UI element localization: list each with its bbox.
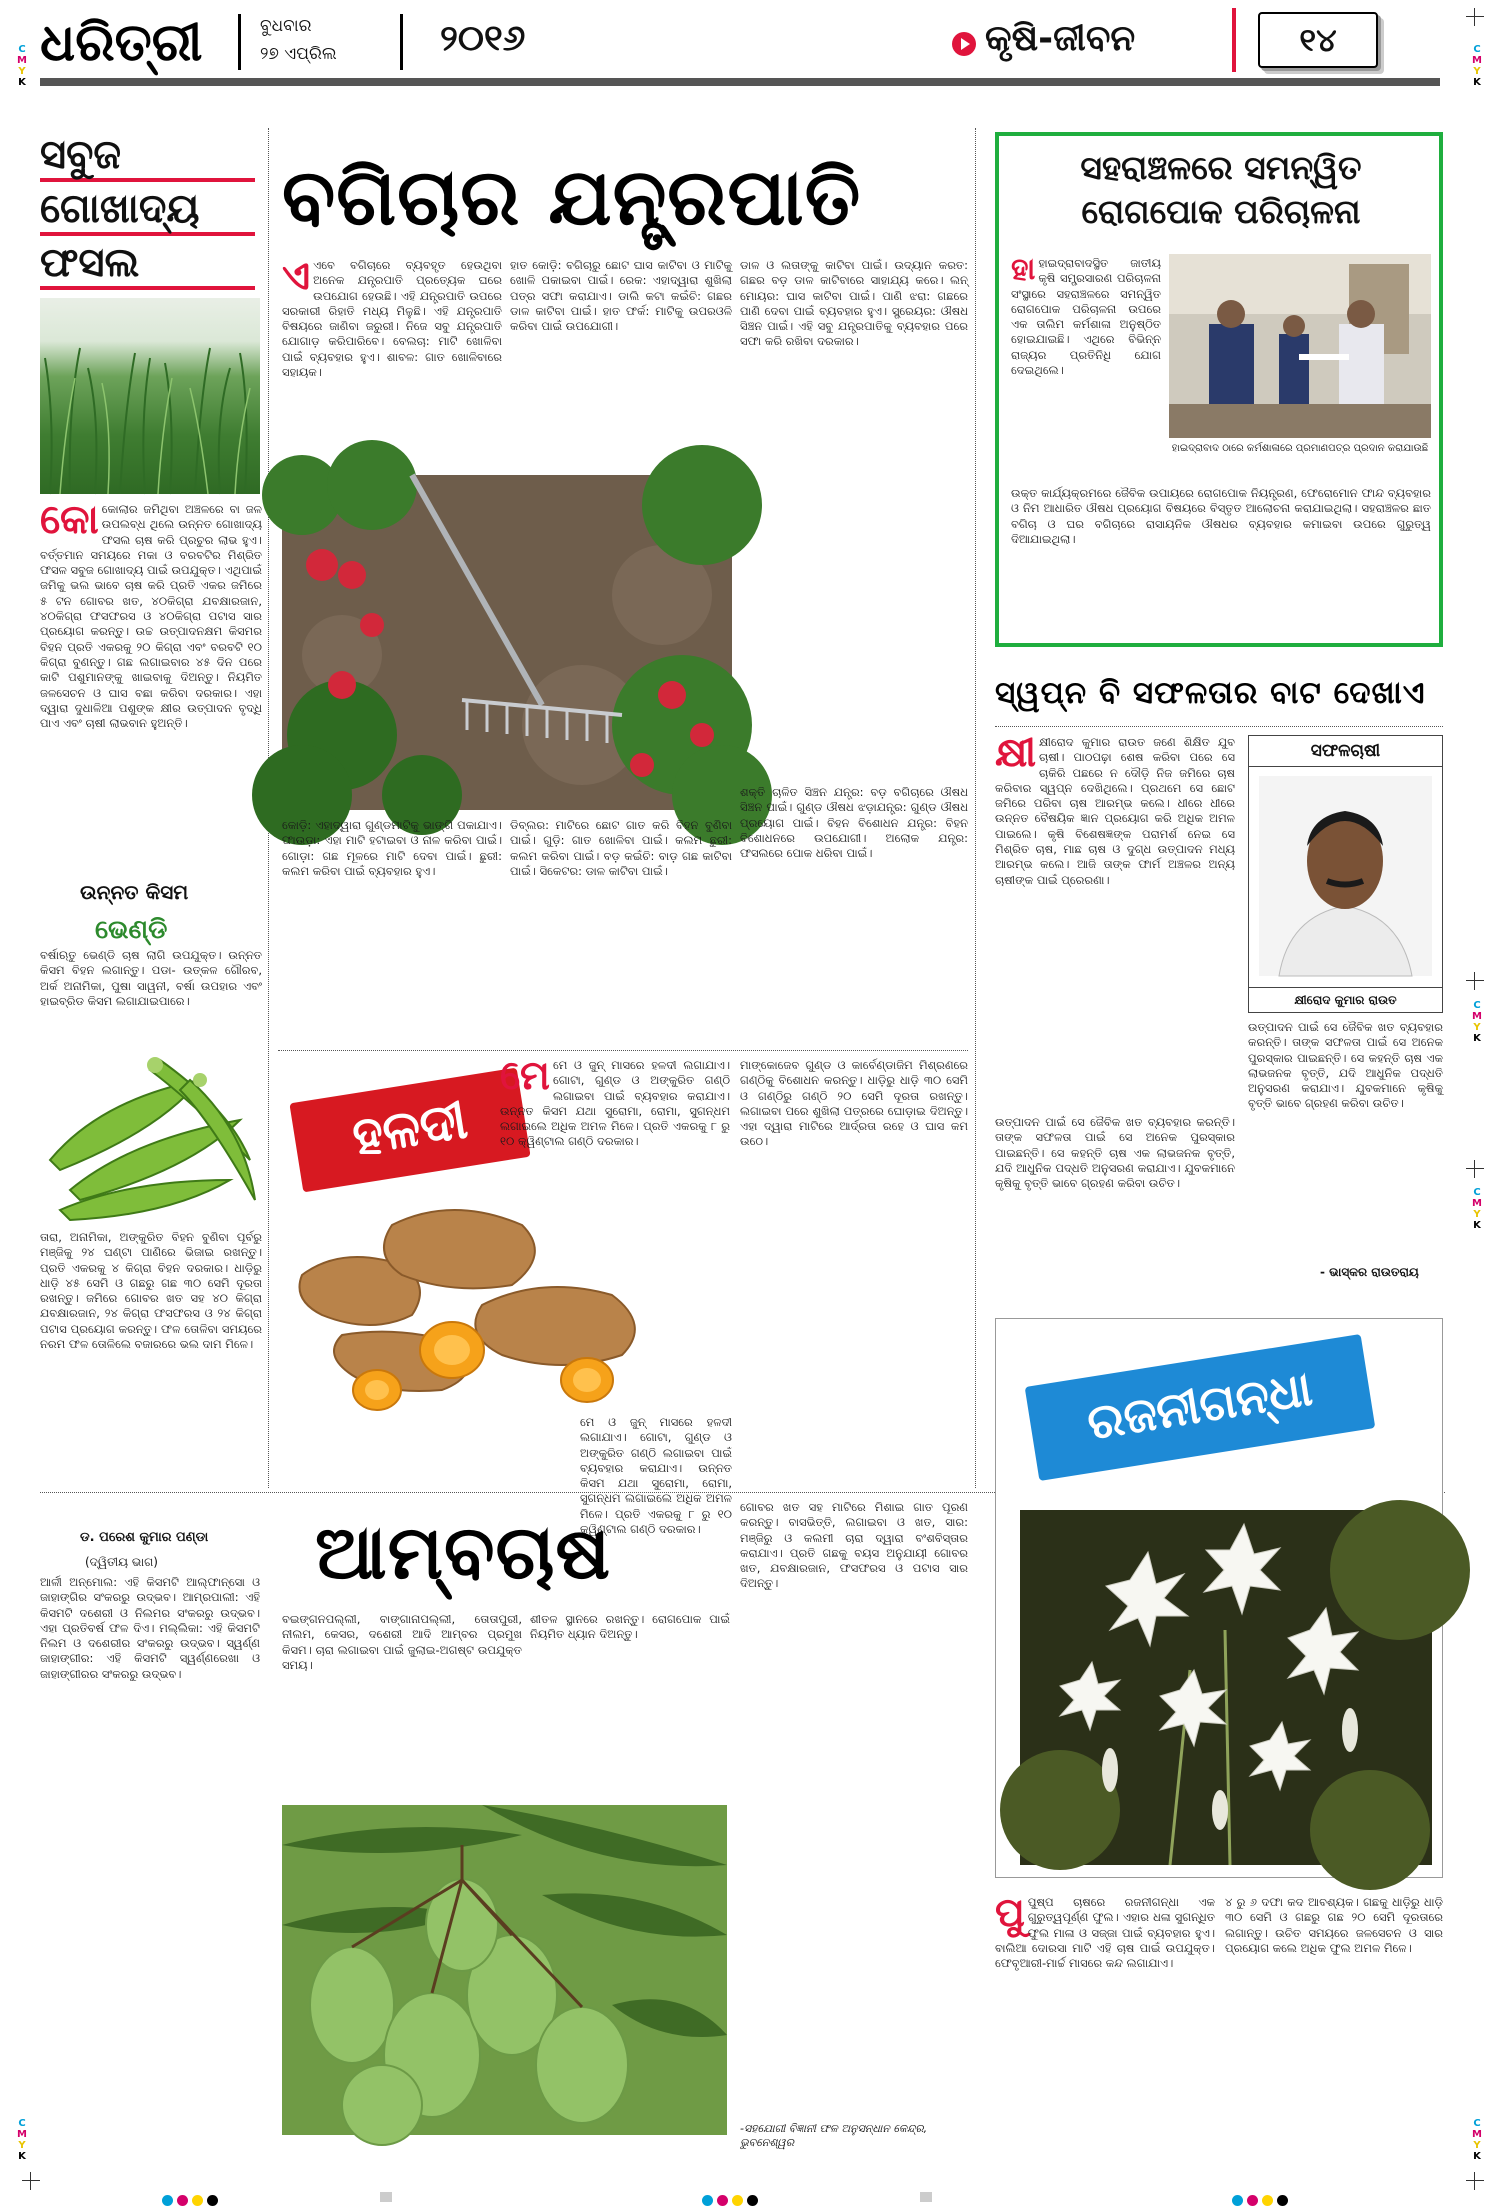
- bagicha-col1: [282, 253, 502, 466]
- masthead: [40, 8, 1440, 86]
- amba-col2: ବଇଙ୍ଗନପଲ୍ଲୀ, ବାଙ୍ଗାନାପଲ୍ଲୀ, ତୋତାପୁରୀ, ନୀଲମ, କେସର, ଦଶେରୀ ଆଦି ଆମ୍ବର ପ୍ରମୁଖ କିସମ। ଚାରା ଲଗାଇବା ପାଇଁ ଜୁଲାଇ-ଅଗଷ୍ଟ ଉପଯୁକ୍ତ ସମୟ।: [282, 1612, 522, 1672]
- fodder-crop-photo: [40, 298, 260, 494]
- sahara-body-text: ହାଇଦ୍ରାବାଦସ୍ଥିତ ଜାତୀୟ କୃଷି ସମ୍ପ୍ରସାରଣ ପରିଚାଳନା ସଂସ୍ଥାରେ ସହରାଞ୍ଚଳରେ ସମନ୍ୱିତ ରୋଗପୋକ ପରିଚାଳନା ଉପରେ ଏକ ତାଲିମ କର୍ମଶାଳା ଅନୁଷ୍ଠିତ ହୋଇଯାଇଛି। ଏଥିରେ ବିଭିନ୍ନ ରାଜ୍ୟର ପ୍ରତିନିଧି ଯୋଗ ଦେଇଥିଲେ।: [1011, 256, 1161, 378]
- sahara-box: [995, 132, 1443, 647]
- dropcap: ହା: [1011, 252, 1036, 287]
- rajani-body-text: ପୁଷ୍ପ ଚାଷରେ ରଜନୀଗନ୍ଧା ଏକ ଗୁରୁତ୍ୱପୂର୍ଣ୍ଣ ଫୁଲ। ଏହାର ଧଳା ସୁଗନ୍ଧିତ ଫୁଲ ମାଳା ଓ ସଜ୍ଜା ପାଇଁ ବ୍ୟବହାର ହୁଏ। ବାଲିଆ ଦୋରସା ମାଟି ଏହି ଚାଷ ପାଇଁ ଉପଯୁକ୍ତ। ଫେବୃଆରୀ-ମାର୍ଚ୍ଚ ମାସରେ କନ୍ଦ ଲଗାଯାଏ।: [995, 1895, 1215, 1971]
- sahara-body: [1011, 252, 1161, 481]
- masthead-divider: [1232, 8, 1236, 72]
- amba-col4: ଗୋବର ଖତ ସହ ମାଟିରେ ମିଶାଇ ଗାତ ପୂରଣ କରନ୍ତୁ। ବାସଭିତ୍ତି, ଲଗାଇବା ଓ ଖତ, ସାର: ମଞ୍ଜିରୁ ଓ କଲମୀ ଚାରା ଦ୍ୱାରା ବଂଶବିସ୍ତାର କରାଯାଏ। ପ୍ରତି ଗଛକୁ ବୟସ ଅନୁଯାୟୀ ଗୋବର ଖତ, ଯବକ୍ଷାରଜାନ, ଫସଫରସ ଓ ପଟାସ ସାର ଦିଅନ୍ତୁ।: [740, 1500, 968, 1591]
- turmeric-photo: [282, 1185, 682, 1415]
- swapna-body-text: କ୍ଷୀରୋଦ କୁମାର ରାଉତ ଜଣେ ଶିକ୍ଷିତ ଯୁବ ଚାଷୀ। ପାଠପଢ଼ା ଶେଷ କରିବା ପରେ ସେ ଚାକିରି ପଛରେ ନ ଦୌଡ଼ି ନିଜ ଜମିରେ ଚାଷ କରିବାର ସ୍ୱପ୍ନ ଦେଖିଥିଲେ। ପ୍ରଥମେ ସେ ଛୋଟ ଜମିରେ ପରିବା ଚାଷ ଆରମ୍ଭ କଲେ। ଧୀରେ ଧୀରେ ଉନ୍ନତ ବୈଷୟିକ ଜ୍ଞାନ ପ୍ରୟୋଗ କରି ଅଧିକ ଅମଳ ପାଇଲେ। କୃଷି ବିଶେଷଜ୍ଞଙ୍କ ପରାମର୍ଶ ନେଇ ସେ ମିଶ୍ରିତ ଚାଷ, ମାଛ ଚାଷ ଓ ଦୁଗ୍ଧ ଉତ୍ପାଦନ ମଧ୍ୟ ଆରମ୍ଭ କଲେ। ଆଜି ତାଙ୍କ ଫାର୍ମ ଅଞ୍ଚଳର ଅନ୍ୟ ଚାଷୀଙ୍କ ପାଇଁ ପ୍ରେରଣା।: [995, 735, 1235, 887]
- masthead-year: ୨୦୧୬: [440, 18, 526, 59]
- mango-photo: [282, 1805, 727, 2135]
- masthead-logo: ଧରିତ୍ରୀ: [40, 13, 203, 73]
- section-rule: [995, 726, 1443, 727]
- section-title: କୃଷି-ଜୀବନ: [985, 18, 1136, 59]
- farmer-photo-caption: କ୍ଷୀରୋଦ କୁମାର ରାଉତ: [1249, 987, 1442, 1012]
- column-rule: [975, 128, 976, 1488]
- amba-title: ଆମ୍ବଚାଷ: [315, 1510, 612, 1596]
- registration-mark-bottom-left: C M Y K: [17, 2118, 27, 2162]
- workshop-photo: [1169, 254, 1431, 438]
- bagicha-col6: ଶକ୍ତି ଚାଳିତ ସିଞ୍ଚନ ଯନ୍ତ୍ର: ବଡ଼ ବଗିଚାରେ ଔଷଧ ସିଞ୍ଚନ ପାଇଁ। ଗୁଣ୍ଡ ଔଷଧ ଝଡ଼ାଯନ୍ତ୍ର: ଗୁଣ୍ଡ ଔଷଧ ପ୍ରୟୋଗ ପାଇଁ। ବିହନ ବିଶୋଧନ ଯନ୍ତ୍ର: ବିହନ ବିଶୋଧନରେ ଉପଯୋଗୀ। ଅଲୋକ ଯନ୍ତ୍ର: ଫସଲରେ ପୋକ ଧରିବା ପାଇଁ।: [740, 785, 968, 861]
- bagicha-title: ବଗିଚାର ଯନ୍ତ୍ରପାତି: [282, 153, 862, 243]
- section-play-icon: [952, 32, 976, 56]
- registration-mark-top-left: C M Y K: [17, 44, 27, 88]
- bagicha-col5: ଡିବ୍ଲର: ମାଟିରେ ଛୋଟ ଗାତ କରି ବିହନ ବୁଣିବା ପାଇଁ। ଗୁଡ଼ି: ଗାତ ଖୋଳିବା ପାଇଁ। କଲମ ଛୁରୀ: କଲମ କରିବା ପାଇଁ। ବଡ଼ କଇଁଚି: ବାଡ଼ ଗଛ କାଟିବା ପାଇଁ। ସିକେଟର: ଡାଳ କାଟିବା ପାଇଁ।: [510, 818, 732, 878]
- sabuj-title-line: ଗୋଖାଦ୍ୟ: [40, 186, 255, 236]
- swapna-title: ସ୍ୱପ୍ନ ବି ସଫଳତାର ବାଟ ଦେଖାଏ: [995, 675, 1426, 711]
- swapna-body2: ଉତ୍ପାଦନ ପାଇଁ ସେ ଜୈବିକ ଖତ ବ୍ୟବହାର କରନ୍ତି। ତାଙ୍କ ସଫଳତା ପାଇଁ ସେ ଅନେକ ପୁରସ୍କାର ପାଇଛନ୍ତି। ସେ କହନ୍ତି ଚାଷ ଏକ ଲାଭଜନକ ବୃତ୍ତି, ଯଦି ଆଧୁନିକ ପଦ୍ଧତି ଅନୁସରଣ କରାଯାଏ। ଯୁବକମାନେ କୃଷିକୁ ବୃତ୍ତି ଭାବେ ଗ୍ରହଣ କରିବା ଉଚିତ।: [1248, 1020, 1443, 1111]
- tuberose-photo: [1020, 1510, 1432, 1865]
- farmer-portrait: [1259, 776, 1432, 976]
- registration-mark-right-mid1: C M Y K: [1472, 1000, 1482, 1044]
- swapna-body: [995, 730, 1235, 1110]
- amba-col1: ଆର୍ଳୀ ଅନ୍ମୋଲ: ଏହି କିସମଟି ଆଲ୍ଫାନ୍ସୋ ଓ ଜାହାଙ୍ଗିର ସଂକରରୁ ଉଦ୍ଭବ। ଆମ୍ରପାଲୀ: ଏହି କିସମଟି ଦଶେରୀ ଓ ନିଲମର ସଂକରରୁ ଉଦ୍ଭବ। ଏହା ପ୍ରତିବର୍ଷ ଫଳ ଦିଏ। ମଲ୍ଲିକା: ଏହି କିସମଟି ନିଲମ ଓ ଦଶେରୀର ସଂକରରୁ ଉଦ୍ଭବ। ସ୍ୱର୍ଣ୍ଣ ଜାହାଙ୍ଗୀର: ଏହି କିସମଟି ସ୍ୱର୍ଣ୍ଣରେଖା ଓ ଜାହାଙ୍ଗୀରର ସଂକରରୁ ଉଦ୍ଭବ।: [40, 1575, 260, 1681]
- dropcap: ପୁ: [995, 1890, 1025, 1936]
- sabuj-body: [40, 497, 262, 847]
- haladi-col1-text: ମେ ଓ ଜୁନ୍ ମାସରେ ହଳଦୀ ଲଗାଯାଏ। ଗୋଟା, ଗୁଣ୍ଡ ଓ ଅଙ୍କୁରିତ ଗଣ୍ଠି ଲଗାଇବା ପାଇଁ ବ୍ୟବହାର କରାଯାଏ। ଉନ୍ନତ କିସମ ଯଥା ସୁରୋମା, ରୋମା, ସୁଗନ୍ଧମ ଲଗାଇଲେ ଅଧିକ ଅମଳ ମିଳେ। ପ୍ରତି ଏକରକୁ ୮ ରୁ ୧୦ କ୍ୱିଣ୍ଟାଲ ଗଣ୍ଠି ଦରକାର।: [500, 1058, 730, 1149]
- workshop-photo-caption: ହାଇଦ୍ରାବାଦ ଠାରେ କର୍ମଶାଳାରେ ପ୍ରମାଣପତ୍ର ପ୍ରଦାନ କରାଯାଉଛି: [1171, 443, 1429, 454]
- bhendi-body2: ତାରା, ଅନାମିକା, ଅଙ୍କୁରିତ ବିହନ ବୁଣିବା ପୂର୍ବରୁ ମଞ୍ଜିକୁ ୨୪ ଘଣ୍ଟା ପାଣିରେ ଭିଜାଇ ରଖନ୍ତୁ। ପ୍ରତି ଏକରକୁ ୪ କିଗ୍ରା ବିହନ ଦରକାର। ଧାଡ଼ିରୁ ଧାଡ଼ି ୪୫ ସେମି ଓ ଗଛରୁ ଗଛ ୩୦ ସେମି ଦୂରତା ରଖନ୍ତୁ। ଜମିରେ ଗୋବର ଖତ ସହ ୪୦ କିଗ୍ରା ଯବକ୍ଷାରଜାନ, ୨୪ କିଗ୍ରା ଫସଫରସ ଓ ୨୪ କିଗ୍ରା ପଟାସ ପ୍ରୟୋଗ କରନ୍ତୁ। ଫଳ ତୋଳିବା ସମୟରେ ନରମ ଫଳ ତୋଳିଲେ ବଜାରରେ ଭଲ ଦାମ ମିଳେ।: [40, 1230, 262, 1352]
- masthead-day: ବୁଧବାର: [260, 16, 312, 36]
- masthead-rule: [40, 78, 1440, 86]
- dropcap: କ୍ଷୀ: [995, 730, 1037, 776]
- sahara-body2: ଉକ୍ତ କାର୍ଯ୍ୟକ୍ରମରେ ଜୈବିକ ଉପାୟରେ ରୋଗପୋକ ନିୟନ୍ତ୍ରଣ, ଫେରୋମୋନ ଫାନ୍ଦ ବ୍ୟବହାର ଓ ନିମ ଆଧାରିତ ଔଷଧ ପ୍ରୟୋଗ ବିଷୟରେ ବିସ୍ତୃତ ଆଲୋଚନା କରାଯାଇଥିଲା। ସହରାଞ୍ଚଳର ଛାତ ବଗିଚା ଓ ଘର ବଗିଚାରେ ରାସାୟନିକ ଔଷଧର ବ୍ୟବହାର କମାଇବା ଉପରେ ଗୁରୁତ୍ୱ ଦିଆଯାଇଥିଲା।: [1011, 486, 1431, 546]
- sabuj-title: [40, 132, 255, 290]
- sabuj-body-text: କୋଲାର ଜମିଥିବା ଅଞ୍ଚଳରେ ବା ଜଳ ଉପଲବ୍ଧ ଥିଲେ ଉନ୍ନତ ଗୋଖାଦ୍ୟ ଫସଲ ଚାଷ କରି ପ୍ରଚୁର ଲାଭ ହୁଏ। ବର୍ତ୍ତମାନ ସମୟରେ ମକା ଓ ବରବଟିର ମିଶ୍ରିତ ଫସଳ ସବୁଜ ଗୋଖାଦ୍ୟ ପାଇଁ ଉପଯୁକ୍ତ। ଏଥିପାଇଁ ଜମିକୁ ଭଲ ଭାବେ ଚାଷ କରି ପ୍ରତି ଏକର ଜମିରେ ୫ ଟନ ଗୋବର ଖତ, ୪୦କିଗ୍ରା ଯବକ୍ଷାରଜାନ, ୪୦କିଗ୍ରା ଫସଫରସ ଓ ୪୦କିଗ୍ରା ପଟାସ ସାର ପ୍ରୟୋଗ କରନ୍ତୁ। ଉଚ୍ଚ ଉତ୍ପାଦନକ୍ଷମ କିସମର ବିହନ ପ୍ରତି ଏକରକୁ ୨୦ କିଗ୍ରା ଏବଂ ବରବଟି ୧୦ କିଗ୍ରା ବୁଣନ୍ତୁ। ଗଛ ଲଗାଇବାର ୪୫ ଦିନ ପରେ କାଟି ପଶୁମାନଙ୍କୁ ଖାଇବାକୁ ଦିଅନ୍ତୁ। ନିୟମିତ ଜଳସେଚନ ଓ ଘାସ ବଛା କରିବା ଦରକାର। ଏହା ଦ୍ୱାରା ଦୁଧାଳିଆ ପଶୁଙ୍କ କ୍ଷୀର ଉତ୍ପାଦନ ବୃଦ୍ଧି ପାଏ ଏବଂ ଚାଷୀ ଲାଭବାନ ହୁଅନ୍ତି।: [40, 502, 262, 731]
- sahara-title: [1011, 146, 1431, 234]
- bhendi-label: ଭେଣ୍ଡି: [95, 915, 168, 945]
- garden-rake-photo: [282, 475, 732, 810]
- haladi-banner-text: ହଳଦୀ: [348, 1090, 472, 1168]
- rajani-body: [995, 1890, 1215, 2135]
- amba-author: ଡ. ପରେଶ କୁମାର ପଣ୍ଡା: [80, 1530, 209, 1545]
- rajani-body2: ୪ ରୁ ୬ ଦଫା କଦ ଆବଶ୍ୟକ। ଗଛକୁ ଧାଡ଼ିରୁ ଧାଡ଼ି ୩୦ ସେମି ଓ ଗଛରୁ ଗଛ ୨୦ ସେମି ଦୂରତାରେ ଲଗାନ୍ତୁ। ଉଚିତ ସମୟରେ ଜଳସେଚନ ଓ ସାର ପ୍ରୟୋଗ କଲେ ଅଧିକ ଫୁଲ ଅମଳ ମିଳେ।: [1225, 1895, 1443, 1955]
- crosshair-mark: [1466, 2172, 1484, 2190]
- registration-mark-top-right: C M Y K: [1472, 44, 1482, 88]
- sabuj-title-line: ସବୁଜ: [40, 132, 255, 182]
- dropcap: କୋ: [40, 497, 99, 543]
- section-rule: [278, 1050, 968, 1051]
- registration-mark-bottom-right: C M Y K: [1472, 2118, 1482, 2162]
- amba-footer-note: -ସହଯୋଗୀ ବିଜ୍ଞାନୀ ଫଳ ଅନୁସନ୍ଧାନ କେନ୍ଦ୍ର, ଭୁବନେଶ୍ୱର: [740, 2122, 928, 2149]
- swapna-byline: - ଭାସ୍କର ରାଉତରାୟ: [1320, 1265, 1419, 1279]
- bagicha-col4: କୋଡ଼ି: ଏହାଦ୍ୱାରା ଗୁଣ୍ଡମାଟିକୁ ଭାଙ୍ଗି ପକାଯାଏ। ଫାଉଡ଼ା: ଏହା ମାଟି ହଟାଇବା ଓ ନାଳ କରିବା ପାଇଁ। ଗୋଡ଼ା: ଗଛ ମୂଳରେ ମାଟି ଦେବା ପାଇଁ। ଛୁରୀ: କଲମ କରିବା ପାଇଁ ବ୍ୟବହାର ହୁଏ।: [282, 818, 502, 878]
- okra-photo: [40, 1040, 262, 1224]
- sabuj-title-line: ଫସଲ: [40, 240, 255, 290]
- page-number-box: [1258, 12, 1378, 68]
- bagicha-col1-text: ଏବେ ବଗିଚାରେ ବ୍ୟବହୃତ ହେଉଥିବା ଅନେକ ଯନ୍ତ୍ରପାତି ପ୍ରତ୍ୟେକ ଘରେ ଉପଯୋଗ ହେଉଛି। ଏହି ଯନ୍ତ୍ରପାତି ଉପରେ ସରକାରୀ ରିହାତି ମଧ୍ୟ ମିଳୁଛି। ଏହି ଯନ୍ତ୍ରପାତି ବିଷୟରେ ଜାଣିବା ଜରୁରୀ। ନିଜେ ସବୁ ଯନ୍ତ୍ରପାତି ଯୋଗାଡ଼ କରିପାରିବେ। ବେଲଚା: ମାଟି ଖୋଳିବା ପାଇଁ ବ୍ୟବହାର ହୁଏ। ଶାବଳ: ଗାତ ଖୋଳିବାରେ ସହାୟକ।: [282, 258, 502, 380]
- rajani-banner-text: ରଜନୀଗନ୍ଧା: [1083, 1360, 1316, 1452]
- masthead-date: ୨୭ ଏପ୍ରିଲ: [260, 44, 337, 64]
- crosshair-mark: [1466, 1160, 1484, 1178]
- sahara-title-line: ସହରାଞ୍ଚଳରେ ସମନ୍ୱିତ: [1080, 148, 1362, 187]
- safal-chasi-label: ସଫଳଚାଷୀ: [1249, 736, 1442, 767]
- masthead-divider: [400, 14, 403, 70]
- haladi-col1-cont: ମେ ଓ ଜୁନ୍ ମାସରେ ହଳଦୀ ଲଗାଯାଏ। ଗୋଟା, ଗୁଣ୍ଡ ଓ ଅଙ୍କୁରିତ ଗଣ୍ଠି ଲଗାଇବା ପାଇଁ ବ୍ୟବହାର କରାଯାଏ। ଉନ୍ନତ କିସମ ଯଥା ସୁରୋମା, ରୋମା, ସୁଗନ୍ଧମ ଲଗାଇଲେ ଅଧିକ ଅମଳ ମିଳେ। ପ୍ରତି ଏକରକୁ ୮ ରୁ ୧୦ କ୍ୱିଣ୍ଟାଲ ଗଣ୍ଠି ଦରକାର।: [580, 1415, 732, 1537]
- crosshair-mark: [1466, 8, 1484, 26]
- safal-chasi-box: [1248, 735, 1443, 1013]
- bhendi-body: ବର୍ଷାଋତୁ ଭେଣ୍ଡି ଚାଷ ଲାଗି ଉପଯୁକ୍ତ। ଉନ୍ନତ କିସମ ବିହନ ଲଗାନ୍ତୁ। ପଡା- ଉତ୍କଳ ଗୌରବ, ଅର୍କ ଅନାମିକା, ପୁଷା ସାୱନୀ, ବର୍ଷା ଉପହାର ଏବଂ ହାଇବ୍ରିଡ କିସମ ଲଗାଯାଇପାରେ।: [40, 948, 262, 1008]
- haladi-col1: [500, 1053, 730, 1188]
- masthead-divider: [238, 14, 241, 70]
- crosshair-mark: [1466, 972, 1484, 990]
- dropcap: ମେ: [500, 1053, 550, 1099]
- haladi-banner: [289, 1068, 530, 1193]
- bagicha-col3: ଡାଳ ଓ ଲତାଙ୍କୁ କାଟିବା ପାଇଁ। ଉଦ୍ୟାନ କରତ: ଗଛର ବଡ଼ ଡାଳ କାଟିବାରେ ସାହାଯ୍ୟ କରେ। ଲନ୍ ମୋୟର: ଘାସ କାଟିବା ପାଇଁ। ପାଣି ଝରା: ଗଛରେ ପାଣି ଦେବା ପାଇଁ ବ୍ୟବହାର ହୁଏ। ସ୍ପ୍ରେୟର: ଔଷଧ ସିଞ୍ଚନ ପାଇଁ। ଏହି ସବୁ ଯନ୍ତ୍ରପାତିକୁ ବ୍ୟବହାର ପରେ ସଫା କରି ରଖିବା ଦରକାର।: [740, 258, 968, 349]
- dropcap: ଏ: [282, 253, 311, 299]
- bagicha-col2: ହାତ କୋଡ଼ି: ବଗିଚାରୁ ଛୋଟ ଘାସ କାଟିବା ଓ ମାଟିକୁ ଖୋଳି ପକାଇବା ପାଇଁ। ରେକ: ଏହାଦ୍ୱାରା ଶୁଖିଲା ପତ୍ର ସଫା କରାଯାଏ। ଡାଲି କଟା କଇଁଚି: ଗଛର ଡାଳ କାଟିବା ପାଇଁ। ହାତ ଫର୍କ: ମାଟିକୁ ଉପରଓଳି କରିବା ପାଇଁ ଉପଯୋଗୀ।: [510, 258, 732, 334]
- haladi-col2: ମାଙ୍କୋଜେବ ଗୁଣ୍ଡ ଓ କାର୍ବେଣ୍ଡାଜିମ ମିଶ୍ରଣରେ ଗଣ୍ଠିକୁ ବିଶୋଧନ କରନ୍ତୁ। ଧାଡ଼ିରୁ ଧାଡ଼ି ୩୦ ସେମି ଓ ଗଣ୍ଠିରୁ ଗଣ୍ଠି ୨୦ ସେମି ଦୂରତା ରଖନ୍ତୁ। ଲଗାଇବା ପରେ ଶୁଖିଲା ପତ୍ରରେ ଘୋଡ଼ାଇ ଦିଅନ୍ତୁ। ଏହା ଦ୍ୱାରା ମାଟିରେ ଆର୍ଦ୍ରତା ରହେ ଓ ଘାସ କମ ଉଠେ।: [740, 1058, 968, 1149]
- page-number: ୧୪: [1299, 21, 1337, 59]
- amba-col3: ଶୀତଳ ସ୍ଥାନରେ ରଖନ୍ତୁ। ରୋଗପୋକ ପାଇଁ ନିୟମିତ ଧ୍ୟାନ ଦିଅନ୍ତୁ।: [530, 1612, 730, 1642]
- registration-mark-right-mid2: C M Y K: [1472, 1187, 1482, 1231]
- sahara-title-line: ରୋଗପୋକ ପରିଚାଳନା: [1081, 192, 1361, 231]
- unnat-kisam-heading: ଉନ୍ନତ କିସମ: [80, 880, 189, 904]
- color-calibration-bar: [0, 2190, 1500, 2206]
- crosshair-mark: [22, 2172, 40, 2190]
- swapna-body-cont: ଉତ୍ପାଦନ ପାଇଁ ସେ ଜୈବିକ ଖତ ବ୍ୟବହାର କରନ୍ତି। ତାଙ୍କ ସଫଳତା ପାଇଁ ସେ ଅନେକ ପୁରସ୍କାର ପାଇଛନ୍ତି। ସେ କହନ୍ତି ଚାଷ ଏକ ଲାଭଜନକ ବୃତ୍ତି, ଯଦି ଆଧୁନିକ ପଦ୍ଧତି ଅନୁସରଣ କରାଯାଏ। ଯୁବକମାନେ କୃଷିକୁ ବୃତ୍ତି ଭାବେ ଗ୍ରହଣ କରିବା ଉଚିତ।: [995, 1115, 1235, 1191]
- amba-part: (ଦ୍ୱିତୀୟ ଭାଗ): [85, 1555, 158, 1569]
